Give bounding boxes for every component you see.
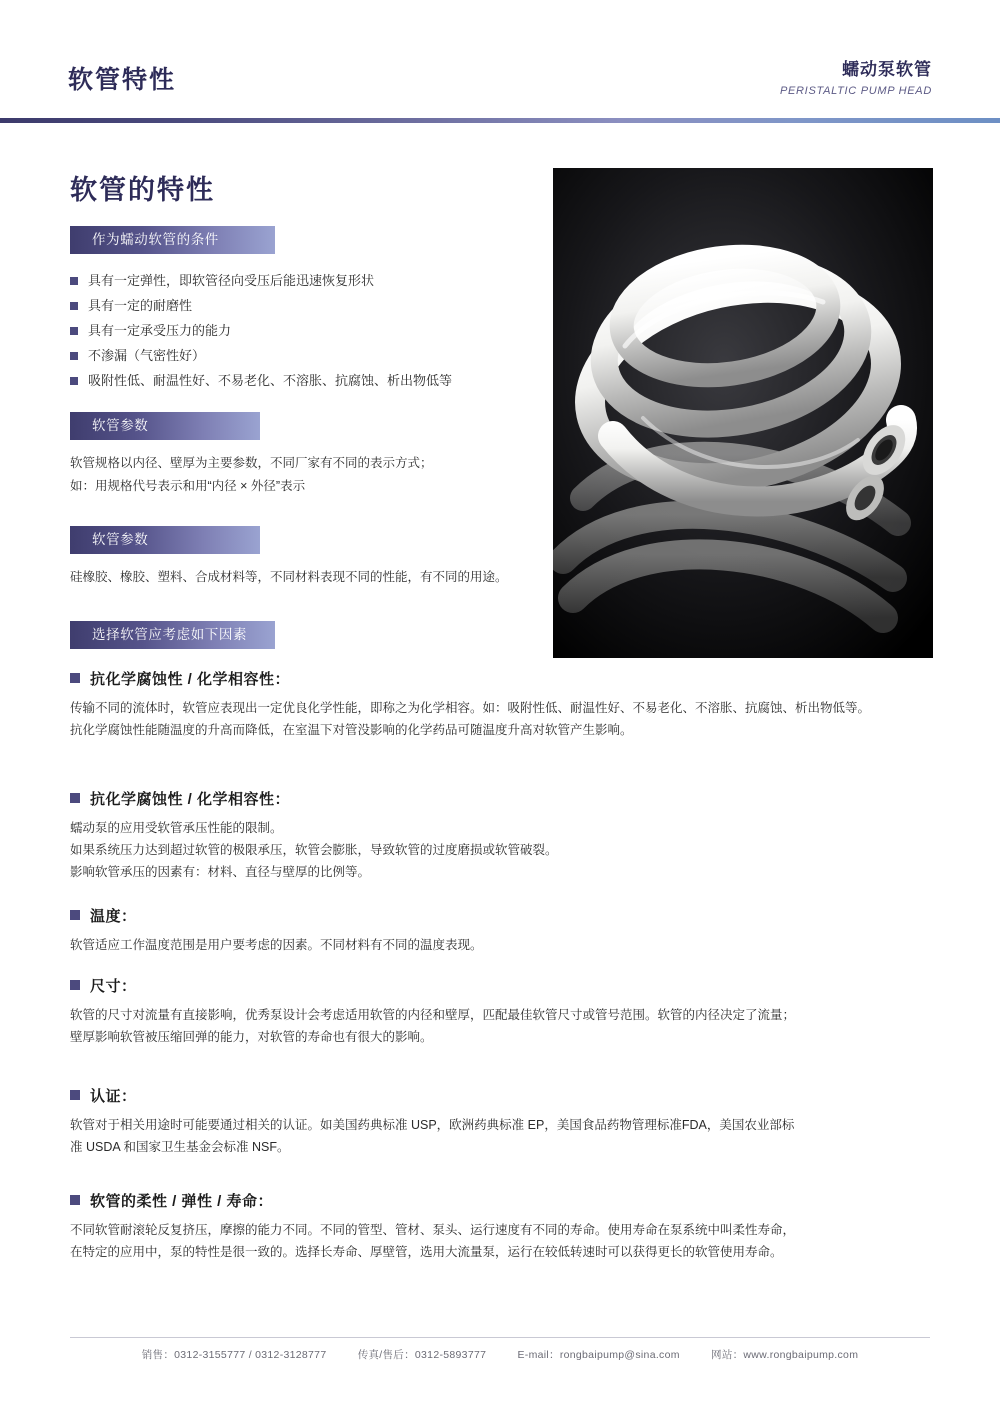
factor-paragraph: 抗化学腐蚀性能随温度的升高而降低，在室温下对管没影响的化学药品可随温度升高对软管产生影响。 xyxy=(70,723,633,737)
condition-list xyxy=(70,268,520,393)
footer-fax: 传真/售后：0312-5893777 xyxy=(357,1349,487,1361)
list-item: 具有一定弹性，即软管径向受压后能迅速恢复形状 xyxy=(70,268,520,293)
list-item: 吸附性低、耐温性好、不易老化、不溶胀、抗腐蚀、析出物低等 xyxy=(70,368,520,393)
factor-paragraph: 壁厚影响软管被压缩回弹的能力，对软管的寿命也有很大的影响。 xyxy=(70,1030,433,1044)
factor-paragraph: 在特定的应用中，泵的特性是很一致的。选择长寿命、厚壁管，选用大流量泵，运行在较低转速时可以获得更长的软管使用寿命。 xyxy=(70,1245,783,1259)
factor-paragraph: 准 USDA 和国家卫生基金会标准 NSF。 xyxy=(70,1140,290,1154)
params-1-line-2: 如：用规格代号表示和用“内径 × 外径”表示 xyxy=(70,479,306,493)
page-title: 软管的特性 xyxy=(70,175,215,205)
factor-paragraph: 不同软管耐滚轮反复挤压，摩擦的能力不同。不同的管型、管材、泵头、运行速度有不同的寿命。使用寿命在泵系统中叫柔性寿命， xyxy=(70,1223,796,1237)
list-item: 不渗漏（气密性好） xyxy=(70,343,520,368)
factor-title: 尺寸： xyxy=(70,975,938,996)
hose-photo-illustration xyxy=(553,168,933,658)
page-footer xyxy=(0,1347,1000,1362)
params-1-text xyxy=(70,452,530,498)
params-2-line-1: 硅橡胶、橡胶、塑料、合成材料等，不同材料表现不同的性能，有不同的用途。 xyxy=(70,570,508,584)
factor-paragraph: 软管的尺寸对流量有直接影响，优秀泵设计会考虑适用软管的内径和壁厚，匹配最佳软管尺寸或管号范围。软管的内径决定了流量； xyxy=(70,1008,796,1022)
factor-block-3 xyxy=(70,905,938,956)
factor-block-6 xyxy=(70,1190,938,1263)
header-brand-cn: 蠕动泵软管 xyxy=(842,60,932,79)
factor-paragraph: 蠕动泵的应用受软管承压性能的限制。 xyxy=(70,821,283,835)
footer-divider xyxy=(70,1337,930,1338)
header-brand-en: PERISTALTIC PUMP HEAD xyxy=(779,85,932,97)
params-2-text xyxy=(70,566,530,589)
footer-web: 网站：www.rongbaipump.com xyxy=(711,1349,859,1361)
factor-title: 抗化学腐蚀性 / 化学相容性： xyxy=(70,788,938,809)
footer-sales: 销售：0312-3155777 / 0312-3128777 xyxy=(141,1349,327,1361)
factor-paragraph: 传输不同的流体时，软管应表现出一定优良化学性能，即称之为化学相容。如：吸附性低、耐温性好、不易老化、不溶胀、抗腐蚀、析出物低等。 xyxy=(70,701,871,715)
factor-paragraph: 影响软管承压的因素有：材料、直径与壁厚的比例等。 xyxy=(70,865,371,879)
header-title: 软管特性 xyxy=(68,66,177,94)
factor-title: 软管的柔性 / 弹性 / 寿命： xyxy=(70,1190,938,1211)
factor-block-4 xyxy=(70,975,938,1048)
factor-paragraph: 如果系统压力达到超过软管的极限承压，软管会膨胀，导致软管的过度磨损或软管破裂。 xyxy=(70,843,558,857)
page-header xyxy=(0,0,1000,120)
factor-block-1 xyxy=(70,668,938,741)
list-item: 具有一定承受压力的能力 xyxy=(70,318,520,343)
factor-title: 抗化学腐蚀性 / 化学相容性： xyxy=(70,668,938,689)
factor-block-2 xyxy=(70,788,938,883)
hose-photo xyxy=(553,168,933,658)
factor-title: 认证： xyxy=(70,1085,938,1106)
tag-condition: 作为蠕动软管的条件 xyxy=(70,226,275,254)
list-item: 具有一定的耐磨性 xyxy=(70,293,520,318)
header-divider xyxy=(0,118,1000,123)
header-brand xyxy=(780,55,932,97)
tag-params-2: 软管参数 xyxy=(70,526,260,554)
tag-factors: 选择软管应考虑如下因素 xyxy=(70,621,275,649)
factor-block-5 xyxy=(70,1085,938,1158)
factor-paragraph: 软管适应工作温度范围是用户要考虑的因素。不同材料有不同的温度表现。 xyxy=(70,938,483,952)
factor-title: 温度： xyxy=(70,905,938,926)
tag-params-1: 软管参数 xyxy=(70,412,260,440)
footer-email: E-mail：rongbaipump@sina.com xyxy=(517,1349,680,1361)
factor-paragraph: 软管对于相关用途时可能要通过相关的认证。如美国药典标准 USP，欧洲药典标准 EP，美国食品药物管理标准FDA，美国农业部标 xyxy=(70,1118,795,1132)
params-1-line-1: 软管规格以内径、壁厚为主要参数，不同厂家有不同的表示方式； xyxy=(70,456,433,470)
